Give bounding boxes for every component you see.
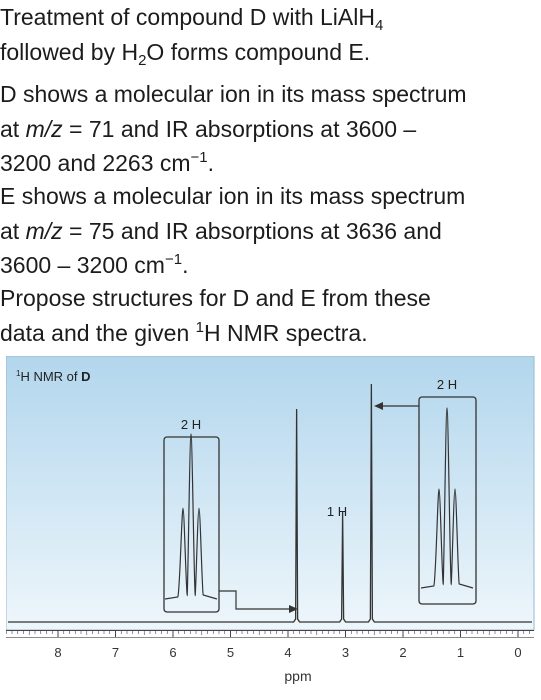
tick-label: 0 xyxy=(514,645,522,660)
title-superscript: 1 xyxy=(16,369,21,378)
text-span: Treatment of compound D with LiAlH xyxy=(0,4,375,30)
text-span: . xyxy=(207,150,215,176)
superscript: −1 xyxy=(190,149,208,166)
tick-label: 4 xyxy=(284,645,292,660)
question-paragraph-3 xyxy=(0,179,541,283)
tick-label: 3 xyxy=(341,645,350,660)
integration-label-right: 2 H xyxy=(436,377,458,392)
axis-ticks xyxy=(6,630,529,637)
superscript: −1 xyxy=(164,251,183,268)
text-span: Propose structures for D and E from these xyxy=(0,285,431,311)
question-line xyxy=(0,179,541,214)
text-span: = 71 and IR absorptions at 3600 – xyxy=(62,115,417,142)
text-span: H NMR spectra. xyxy=(204,319,368,346)
question-line xyxy=(0,146,541,181)
text-span: followed by H xyxy=(0,38,139,65)
italic-text: m/z xyxy=(25,115,63,142)
integration-label-left: 2 H xyxy=(180,417,202,432)
text-span: at xyxy=(0,115,26,142)
text-span: at xyxy=(0,217,26,244)
tick-label: 8 xyxy=(54,645,62,660)
italic-text: m/z xyxy=(25,217,63,244)
nmr-spectrum xyxy=(6,356,535,696)
text-span: D shows a molecular ion in its mass spectrum xyxy=(0,81,467,107)
tick-label: 5 xyxy=(226,645,235,660)
question-line xyxy=(0,316,541,351)
superscript: 1 xyxy=(195,318,205,336)
question-line xyxy=(0,281,541,316)
text-span: E shows a molecular ion in its mass spectrum xyxy=(0,183,466,209)
subscript: 2 xyxy=(138,51,147,69)
subscript: 4 xyxy=(374,17,384,34)
question-line xyxy=(0,214,541,249)
question-paragraph-2 xyxy=(0,77,541,181)
question-line xyxy=(0,0,541,35)
question-line xyxy=(0,77,541,112)
question-line xyxy=(0,112,541,147)
title-text: H NMR of xyxy=(20,369,82,384)
tick-label: 1 xyxy=(456,645,465,660)
question-paragraph-4 xyxy=(0,281,541,350)
question-paragraph-1 xyxy=(0,0,541,69)
text-span: data and the given xyxy=(0,319,196,346)
tick-label: 6 xyxy=(169,645,177,660)
axis-tick-labels xyxy=(54,645,521,660)
tick-label: 7 xyxy=(111,645,120,660)
tick-label: 2 xyxy=(399,645,407,660)
question-line xyxy=(0,248,541,283)
spectrum-title xyxy=(16,369,91,384)
text-span: . xyxy=(182,252,189,278)
x-axis-label: ppm xyxy=(284,668,312,684)
text-span: 3200 and 2263 cm xyxy=(0,150,191,176)
text-span: O forms compound E. xyxy=(146,38,371,65)
text-span: = 75 and IR absorptions at 3636 and xyxy=(62,217,442,244)
title-compound: D xyxy=(81,369,91,384)
integration-label-singlet: 1 H xyxy=(326,504,348,519)
text-span: 3600 – 3200 cm xyxy=(0,252,165,278)
question-line xyxy=(0,35,541,70)
